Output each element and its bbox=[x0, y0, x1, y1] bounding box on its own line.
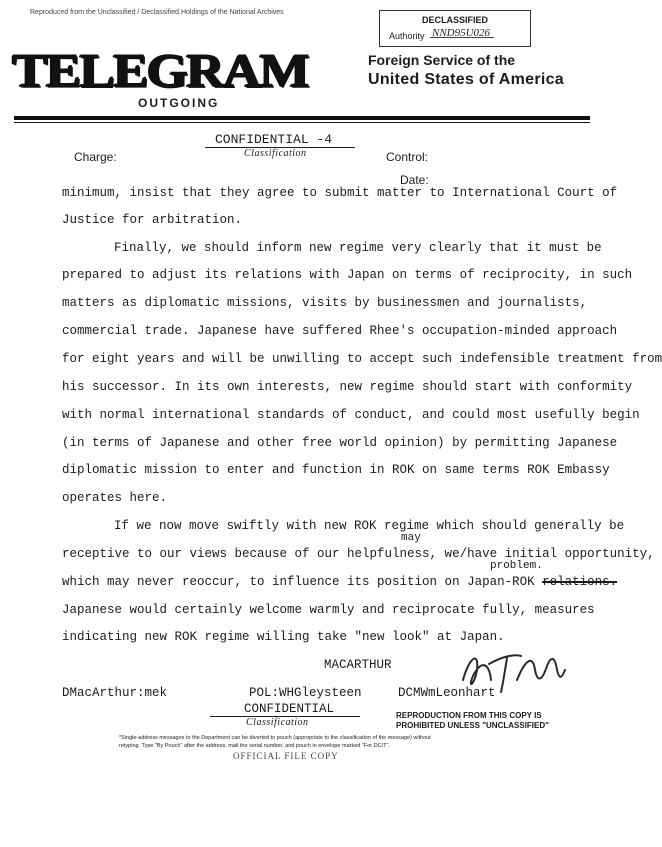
reproduction-notice: REPRODUCTION FROM THIS COPY IS bbox=[396, 711, 542, 720]
body-line: Finally, we should inform new regime very clearly that it must be bbox=[114, 241, 602, 255]
body-line: operates here. bbox=[62, 491, 168, 505]
body-line: If we now move swiftly with new ROK regime which should generally be bbox=[114, 519, 625, 533]
header-rule-thick bbox=[14, 116, 590, 120]
struck-word: relations. bbox=[542, 575, 618, 589]
declassified-title: DECLASSIFIED bbox=[421, 15, 488, 25]
body-line: Japanese would certainly welcome warmly and reciprocate fully, measures bbox=[62, 603, 595, 617]
authority-value: NND95U026 bbox=[432, 27, 491, 39]
body-line: receptive to our views because of our helpfulness, we/have initial opportunity, bbox=[62, 547, 655, 561]
body-line: diplomatic mission to enter and function in ROK on same terms ROK Embassy bbox=[62, 463, 610, 477]
foreign-service-heading: Foreign Service of the bbox=[368, 52, 516, 68]
body-line: (in terms of Japanese and other free world opinion) by permitting Japanese bbox=[62, 436, 618, 450]
signer-name: MACARTHUR bbox=[324, 658, 392, 672]
united-states-heading: United States of America bbox=[368, 71, 564, 88]
declassified-stamp bbox=[379, 10, 531, 47]
date-label: Date: bbox=[400, 173, 429, 187]
body-line: minimum, insist that they agree to submit matter to International Court of bbox=[62, 186, 618, 200]
authority-label: Authority bbox=[389, 31, 425, 41]
insertion-may: may bbox=[401, 532, 421, 544]
clearance: POL:WHGleysteen bbox=[249, 686, 362, 700]
body-line: matters as diplomatic missions, visits by businessmen and journalists, bbox=[62, 296, 588, 310]
approver: DCMWmLeonhart bbox=[398, 686, 496, 700]
reproduction-notice: PROHIBITED UNLESS "UNCLASSIFIED" bbox=[396, 721, 549, 730]
telegram-title: TELEGRAM bbox=[12, 45, 308, 98]
body-line: Justice for arbitration. bbox=[62, 213, 243, 227]
charge-label: Charge: bbox=[74, 150, 117, 164]
body-line: with normal international standards of conduct, and could most usefully begin bbox=[62, 408, 640, 422]
body-line: his successor. In its own interests, new regime should start with conformity bbox=[62, 380, 633, 394]
outgoing-label: OUTGOING bbox=[138, 96, 220, 110]
insertion-problem: problem. bbox=[490, 560, 543, 572]
body-line bbox=[62, 575, 617, 589]
control-label: Control: bbox=[386, 150, 429, 164]
body-line: commercial trade. Japanese have suffered Rhee's occupation-minded approach bbox=[62, 324, 618, 338]
pouch-footnote: *Single-address messages to the Department can be diverted to pouch (appropriate to the classification of the message) without bbox=[119, 735, 431, 741]
body-line: prepared to adjust its relations with Japan on terms of reciprocity, in such bbox=[62, 268, 633, 282]
pouch-footnote: retyping. Type "By Pouch" after the address, mail the serial number, and pouch in envelope marked "For DC/T". bbox=[119, 743, 390, 749]
header-rule-thin bbox=[14, 122, 590, 123]
official-file-copy: OFFICIAL FILE COPY bbox=[233, 751, 339, 761]
classification-top-value: CONFIDENTIAL -4 bbox=[215, 132, 333, 147]
body-line-text: which may never reoccur, to influence its position on Japan-ROK bbox=[62, 575, 535, 589]
body-line: for eight years and will be unwilling to accept such indefensible treatment from bbox=[62, 352, 662, 366]
drafter: DMacArthur:mek bbox=[62, 686, 168, 700]
body-line: indicating new ROK regime willing take "new look" at Japan. bbox=[62, 630, 505, 644]
reproduction-note: Reproduced from the Unclassified / Declassified Holdings of the National Archives bbox=[30, 9, 284, 16]
classification-bottom-label: Classification bbox=[246, 717, 309, 728]
classification-bottom-value: CONFIDENTIAL bbox=[244, 702, 335, 716]
classification-top-label: Classification bbox=[244, 148, 307, 159]
